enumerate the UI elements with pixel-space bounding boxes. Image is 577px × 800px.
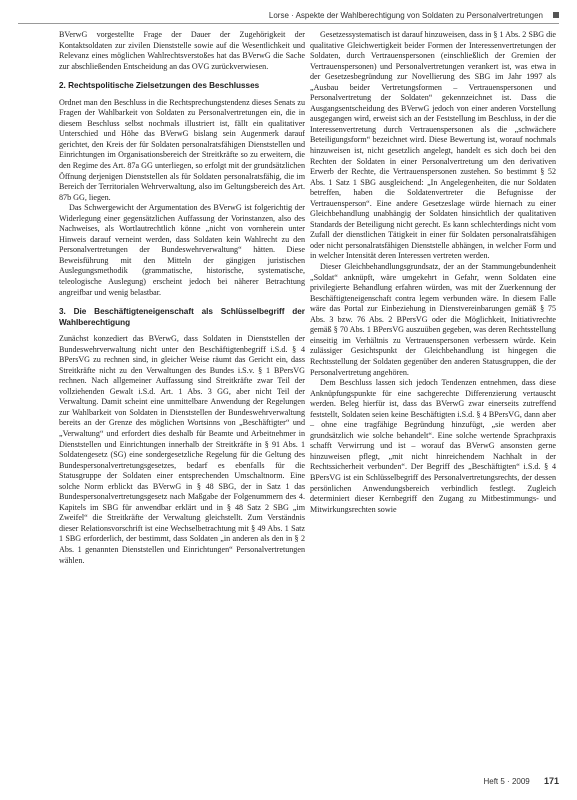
section-2-paragraph-1: Ordnet man den Beschluss in die Rechtsprechungstendenz dieses Senats zu Fragen der Wahlbarkeit von Soldaten zu Personalvertretungen ein, die in diesem Beschluss selbst nochmals illustriert ist, fällt ein qualitativer Unterschied und Höhe das BVerwG bislang sein Augenmerk darauf gerichtet, den Kreis der für Soldaten personalratsfähigen Dienststellen und Einrichtungen im Organisationsbereich der Streitkräfte so zu erweitern, die den Regime des Art. 87a GG unterliegen, so erfolgt mit der grundsätzlichen Öffnung derjenigen Dienststellen als für Soldaten personalratsfähig, die im Bereich der Territorialen Wehrverwaltung, also im Geltungsbereich des Art. 87b GG, liegen. [59, 97, 305, 202]
right-paragraph-2: Dieser Gleichbehandlungsgrundsatz, der an der Stammungebundenheit „Soldat“ anknüpft, wäre umgekehrt in Gefahr, wenn Soldaten eine privilegierte Behandlung erfahren würden, was mit der Zuerkennung der Beschäftigteneigenschaft contra legem verbunden wäre. In diesem Falle wäre das Portal zur Einbeziehung in Dienstvereinbarungen gemäß § 75 Abs. 3 bzw. 76 Abs. 2 BPersVG oder die Möglichkeit, Initiativrechte gemäß § 70 Abs. 1 BPersVG auszuüben gegeben, was deren Rechtsstellung einseitig im Verhältnis zu Vertrauenspersonen verbessern würde. Kein zulässiger Gesichtspunkt der Gleichbehandlung ist hingegen die Rechtsstellung der Soldaten gegenüber den anderen Statusgruppen, die der Personalvertretung angehören. [310, 262, 556, 377]
page-footer [483, 776, 559, 786]
page-number: 171 [543, 776, 559, 786]
section-2-paragraph-2: Das Schwergewicht der Argumentation des BVerwG ist folgerichtig der Widerlegung einer gegensätzlichen Auffassung der Vorinstanzen, also des Nachweises, als Wortlautrechtlich könne „nicht von vornherein unter Hinweis darauf verneint werden, dass Soldaten kein Wahlrecht zu den Personalvertretungen der Bundeswehrverwaltung“ hätten. Diese Beweisführung mit den Mitteln der gängigen juristischen Auslegungsmethodik (grammatische, historische, systematische, teleologische Auslegung) erscheint jedoch bei näherer Betrachtung angreifbar und wenig belastbar. [59, 203, 305, 297]
header-square-marker [553, 12, 559, 18]
page-header [18, 6, 559, 24]
section-3-paragraph-1: Zunächst konzediert das BVerwG, dass Soldaten in Dienststellen der Bundeswehrverwaltung nicht unter den Beschäftigtenbegriff i.S.d. § 4 BPersVG zu rechnen sind, in gleicher Weise räumt das Gericht ein, dass Streitkräfte nicht zu den Verwaltungen des Bundes i.S.v. § 1 BPersVG rechnen. Nach allgemeiner Auffassung sind Streitkräfte zwar Teil der vollziehenden Gewalt i.S.d. Art. 1 Abs. 3 GG, aber nicht Teil der Verwaltung. Damit scheint eine unmittelbare Anwendung der Regelungen zur Wahlbarkeit von Soldaten in Dienststellen der Bundeswehrverwaltung bereits an der Grenze des möglichen Wortsinns von „Beschäftigter“ und „Verwaltung“ und erfordert dies deshalb für Beamte und Arbeitnehmer in Dienststellen und Einrichtungen innerhalb der Streitkräfte in § 91 Abs. 1 Soldatengesetz (SG) eine sondergesetzliche Regelung für die Geltung des Bundespersonalvertretungsgesetzes, bedarf es ebenfalls für die Statusgruppe der Soldaten einer entsprechenden Umschaltnorm. Eine solche Norm erblickt das BVerwG in § 48 SBG, der in Satz 1 das Bundespersonalvertretungsgesetz nach Maßgabe der Folgenummern des 4. Kapitels im SBG für anwendbar erklärt und in § 48 Satz 2 SBG „im Zweifel“ die Streitkräfte der Verwaltung gleichstellt. Zum Verständnis dieser Relationsvorschrift ist eine Wechselbetrachtung mit § 49 Abs. 1 Satz 1 SBG erforderlich, der bestimmt, dass Soldaten „in anderen als den in § 2 Abs. 1 genannten Dienststellen und Einrichtungen“ Personalvertretungen wählen. [59, 334, 305, 565]
right-paragraph-3: Dem Beschluss lassen sich jedoch Tendenzen entnehmen, dass diese Anknüpfungspunkte für eine sachgerechte Differenzierung vertauscht werden. Beleg hierfür ist, dass das BVerwG zwar einerseits zutreffend feststellt, Soldaten seien keine Beschäftigten i.S.d. § 4 BPersVG, dann aber – ohne eine tragfähige Begründung hinzufügt, „sie werden aber grundsätzlich wie solche behandelt“. Eine solche wertende Sprachpraxis schafft Verwirrung und ist – worauf das BVerwG ansonsten gerne hinzuweisen pflegt, „mit nicht hinreichendem Nachhalt in der Rechtssicherheit verbunden“. Der Begriff des „Beschäftigten“ i.S.d. § 4 BPersVG ist ein Schlüsselbegriff des Personalvertretungsrechts, der dessen persönlichen Anwendungsbereich verbindlich festlegt. Zugleich determiniert dieser Kernbegriff den Zugang zu Mitbestimmungs- und Mitwirkungsrechten sowie [310, 378, 556, 514]
left-column [59, 30, 305, 566]
section-2-heading: 2. Rechtspolitische Zielsetzungen des Beschlusses [59, 81, 260, 91]
right-paragraph-1: Gesetzessystematisch ist darauf hinzuweisen, dass in § 1 Abs. 2 SBG die qualitative Gleichwertigkeit beider Formen der Interessenvertretungen der Soldaten, durch Vertrauenspersonen (einschließlich der Gremien der Vertrauenspersonen) und Personalvertretungen verankert ist, was etwa in der Gesetzesbegründung zur Novellierung des SBG im Jahr 1997 als „Ausbau beider Vertretungsformen – Vertrauenspersonen und Personalvertretung der Soldaten“ gekennzeichnet ist. Dass die Ausgangsentscheidung des BVerwG jedoch von einer anderen Vorstellung ausgegangen wird, erweist sich an der Feststellung im Beschluss, in der die Interessenvertretung durch Vertrauenspersonen als die „schwächere Beteiligungsform“ bezeichnet wird. Diese Bewertung ist, worauf nochmals hinzuweisen ist, nicht gesetzlich angelegt, handelt es sich doch bei den Rechten der Soldaten in einer Personalvertretung um den derivativen Erwerb der Rechte, die Vertrauenspersonen zustehen. So bestimmt § 52 Abs. 1 Satz 1 SBG ausgleichend: „In Angelegenheiten, die nur Soldaten betreffen, haben die Soldatenvertreter die Befugnisse der Vertrauensperson“. Eine andere Gesetzeslage würde hiernach zu einer Gleichbehandlung unabhängig der Soldaten hinsichtlich der qualitativen Standards der Beteiligung nicht gerecht. Es kann schlechterdings nicht vom Zufall der dienstlichen Tätigkeit in einer für Soldaten personalratsfähigen oder nicht personalratsfähigen Dienststelle abhängen, in welcher Form und in welcher Intensität deren Interessen vertreten werden. [310, 30, 556, 261]
right-column [310, 30, 556, 515]
running-title: Lorse · Aspekte der Wahlberechtigung von Soldaten zu Personalvertretungen [268, 11, 543, 20]
issue-label: Heft 5 · 2009 [483, 777, 530, 786]
intro-paragraph: BVerwG vorgestellte Frage der Dauer der Zugehörigkeit der Kontaktsoldaten zur zivilen Dienststelle sowie auf die Wesentlichkeit und Relevanz eines möglichen Wahlrechtsverstoßes hat das BVerwG die Sache zur abschließenden Entscheidung an das OVG zurückverwiesen. [59, 30, 305, 71]
section-3-heading: 3. Die Beschäftigteneigenschaft als Schlüsselbegriff der Wahlberechtigung [59, 307, 305, 327]
header-rule [18, 23, 559, 24]
